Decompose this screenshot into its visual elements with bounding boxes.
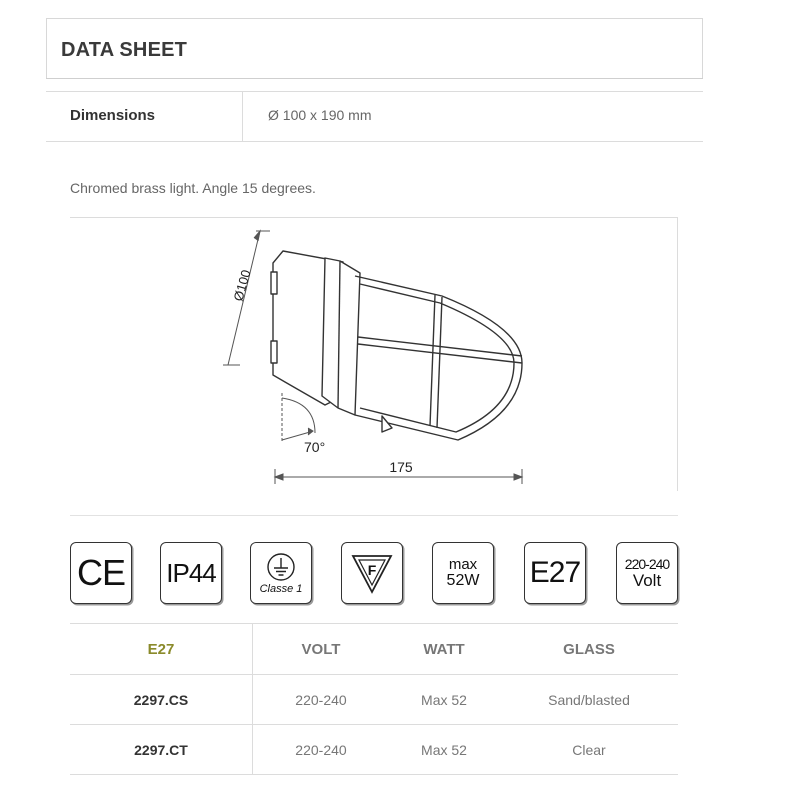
row-code: 2297.CT [134, 741, 188, 758]
ce-badge [70, 542, 132, 604]
voltage-badge [616, 542, 678, 604]
voltage-unit: Volt [632, 571, 662, 590]
dimensions-divider [242, 92, 243, 141]
dimensions-row [46, 91, 703, 142]
socket-badge [524, 542, 586, 604]
ground-icon [266, 552, 296, 582]
ip-rating: IP44 [166, 558, 216, 588]
diameter-label: Ø100 [230, 268, 254, 303]
angle-label: 70° [304, 439, 326, 455]
data-sheet-header [46, 18, 703, 78]
ce-mark: CE [76, 552, 125, 593]
f-mark-badge [341, 542, 403, 604]
header-socket: E27 [147, 640, 175, 658]
header-volt: VOLT [252, 624, 389, 674]
f-triangle-icon [349, 550, 395, 596]
lamp-drawing [70, 218, 678, 492]
max-watt-badge [432, 542, 494, 604]
header-divider [46, 78, 703, 79]
dimensions-label: Dimensions [70, 107, 156, 124]
page-title: DATA SHEET [61, 39, 188, 61]
table-row [70, 675, 678, 725]
header-watt: WATT [423, 640, 465, 658]
table-header [70, 624, 678, 675]
dimensions-value: Ø 100 x 190 mm [268, 107, 372, 123]
length-label: 175 [389, 459, 413, 475]
classe-label: Classe 1 [259, 582, 303, 595]
product-description: Chromed brass light. Angle 15 degrees. [70, 180, 316, 196]
socket-label: E27 [529, 556, 581, 589]
technical-drawing [70, 217, 678, 491]
section-divider [70, 515, 678, 516]
lamp-collar [322, 258, 360, 415]
row-watt: Max 52 [421, 741, 467, 758]
row-code: 2297.CS [133, 691, 189, 708]
classe-badge [250, 542, 312, 604]
row-volt: 220-240 [252, 725, 389, 774]
header-glass: GLASS [563, 640, 615, 658]
table-row [70, 725, 678, 775]
voltage-range: 220-240 [624, 556, 670, 572]
watt-label: 52W [446, 572, 480, 589]
max-label: max [448, 556, 478, 573]
spec-table [70, 623, 678, 775]
row-volt: 220-240 [252, 675, 389, 724]
row-glass: Clear [572, 741, 606, 758]
row-watt: Max 52 [421, 691, 467, 708]
lamp-cage [355, 276, 522, 440]
ip44-badge [160, 542, 222, 604]
certification-badges [70, 542, 680, 606]
f-mark-letter: F [367, 562, 377, 578]
row-glass: Sand/blasted [548, 691, 630, 708]
